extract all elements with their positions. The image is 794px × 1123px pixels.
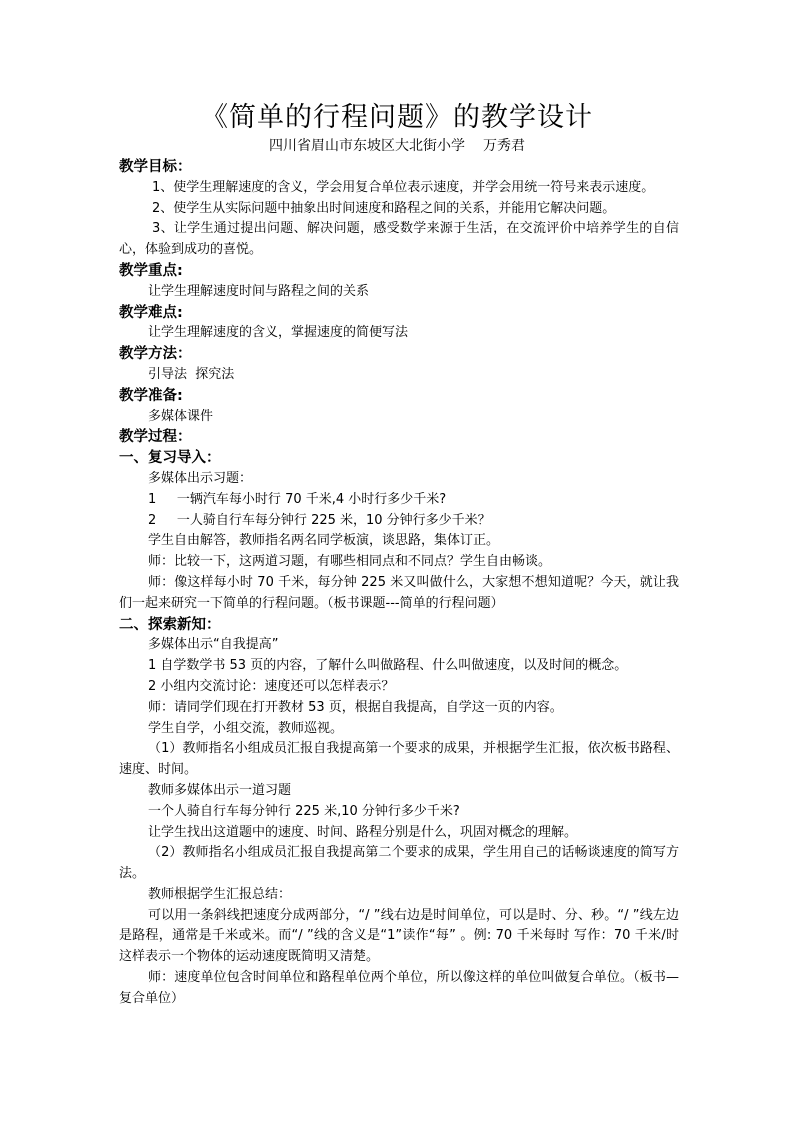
difficulty-text: 让学生理解速度的含义，掌握速度的简便写法 xyxy=(148,325,409,341)
paragraph: 一个人骑自行车每分钟行 225 米,10 分钟行多少千米? xyxy=(148,803,460,819)
paragraph: （1）教师指名小组成员汇报自我提高第一个要求的成果，并根据学生汇报，依次板书路程、速度、时间。 xyxy=(119,741,679,778)
section-heading-preparation: 教学准备: xyxy=(119,387,183,404)
paragraph: 2 小组内交流讨论：速度还可以怎样表示？ xyxy=(148,678,395,694)
goal-item: 3、让学生通过提出问题、解决问题，感受数学来源于生活，在交流评价中培养学生的自信心，体验到成功的喜悦。 xyxy=(119,221,679,258)
paragraph: 教师根据学生汇报总结： xyxy=(148,886,292,902)
key-point-text: 让学生理解速度时间与路程之间的关系 xyxy=(148,283,370,299)
exercise-item: 2 一人骑自行车每分钟行 225 米，10 分钟行多少千米？ xyxy=(148,512,491,528)
section-heading-key-point: 教学重点: xyxy=(119,262,183,279)
author-line xyxy=(0,136,794,156)
paragraph: 师：速度单位包含时间单位和路程单位两个单位，所以像这样的单位叫做复合单位。（板书—复合单位） xyxy=(119,970,679,1006)
exercise-item: 1 一辆汽车每小时行 70 千米,4 小时行多少千米? xyxy=(148,491,447,507)
section-heading-process: 教学过程： xyxy=(119,429,192,446)
goal-item: 1、使学生理解速度的含义，学会用复合单位表示速度，并学会用统一符号来表示速度。 xyxy=(152,179,655,195)
paragraph: 多媒体出示“自我提高” xyxy=(148,637,279,653)
paragraph: 1 自学数学书 53 页的内容，了解什么叫做路程、什么叫做速度，以及时间的概念。 xyxy=(148,658,628,674)
author-name: 万秀君 xyxy=(483,138,525,154)
paragraph: 多媒体出示习题： xyxy=(148,470,253,486)
paragraph: （2）教师指名小组成员汇报自我提高第二个要求的成果，学生用自己的话畅谈速度的简写方法。 xyxy=(119,845,679,882)
section-heading-goals: 教学目标： xyxy=(119,159,192,175)
paragraph: 让学生找出这道题中的速度、时间、路程分别是什么，巩固对概念的理解。 xyxy=(148,824,578,840)
school-name: 四川省眉山市东坡区大北街小学 xyxy=(269,138,465,154)
part2-heading: 二、探索新知： xyxy=(119,616,221,633)
paragraph: 学生自学，小组交流，教师巡视。 xyxy=(148,720,344,736)
method-text: 引导法 探究法 xyxy=(148,366,235,382)
section-heading-difficulty: 教学难点: xyxy=(119,304,183,321)
paragraph: 学生自由解答，教师指名两名同学板演，谈思路，集体订正。 xyxy=(148,533,500,549)
paragraph: 师：像这样每小时 70 千米，每分钟 225 米又叫做什么，大家想不想知道呢？今天，就让我们一起来研究一下简单的行程问题。（板书课题---简单的行程问题） xyxy=(119,574,679,611)
document-title: 《简单的行程问题》的教学设计 xyxy=(201,102,593,133)
section-heading-method: 教学方法： xyxy=(119,346,192,363)
goal-item: 2、使学生从实际问题中抽象出时间速度和路程之间的关系，并能用它解决问题。 xyxy=(152,200,616,216)
paragraph: 师：请同学们现在打开教材 53 页，根据自我提高，自学这一页的内容。 xyxy=(148,699,563,715)
paragraph: 可以用一条斜线把速度分成两部分，“/ ”线右边是时间单位，可以是时、分、秒。“/ ”线左边是路程，通常是千米或米。而“/ ”线的含义是“1”读作“每” 。例: 70 千米每时 写作：70 千米/时 这样表示一个物体的运动速度既简明又清楚。 xyxy=(119,907,679,965)
part1-heading: 一、复习导入： xyxy=(119,450,221,467)
document-body xyxy=(119,157,679,1010)
preparation-text: 多媒体课件 xyxy=(148,408,214,424)
paragraph: 师：比较一下，这两道习题，有哪些相同点和不同点？学生自由畅谈。 xyxy=(148,554,552,570)
paragraph: 教师多媒体出示一道习题 xyxy=(148,782,292,798)
